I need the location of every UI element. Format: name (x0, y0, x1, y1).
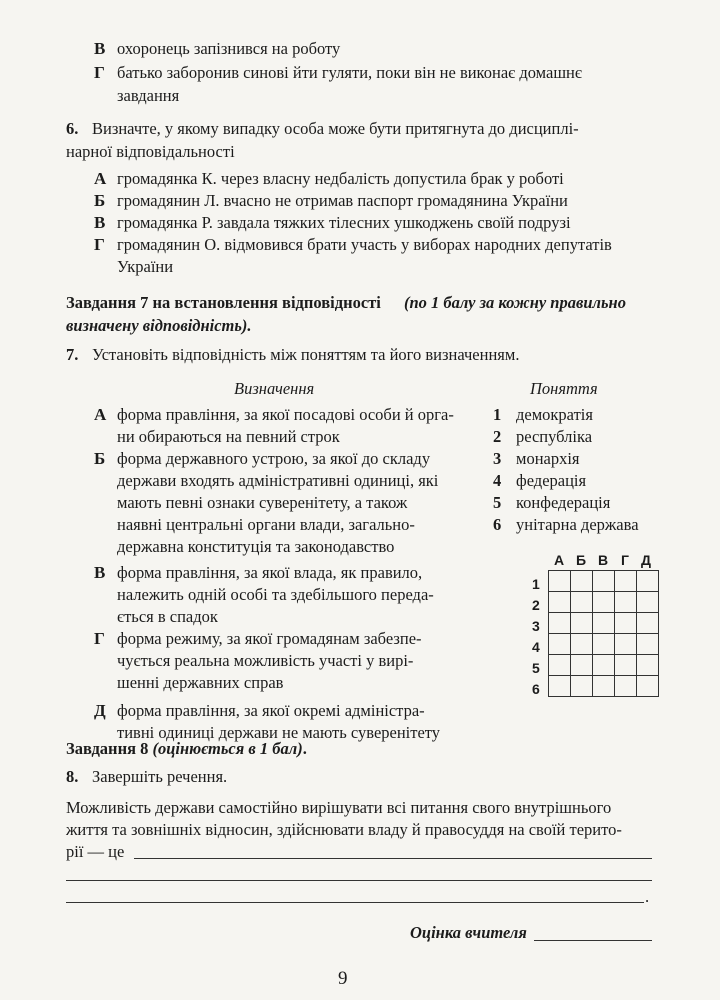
question-number: 8. (66, 767, 79, 786)
task-title: Завдання 8 (оцінюється в 1 бал). (66, 739, 307, 758)
question-number: 6. (66, 119, 79, 138)
column-heading-concepts: Поняття (530, 379, 598, 398)
option-text: охоронець запізнився на роботу (117, 39, 341, 58)
task-scoring: визначену відповідність). (66, 316, 252, 335)
definition-text: шенні державних справ (117, 673, 284, 692)
answer-cell[interactable] (571, 676, 593, 697)
answer-cell[interactable] (549, 676, 571, 697)
answer-cell[interactable] (637, 592, 659, 613)
grid-col-header: Д (641, 552, 651, 568)
option-text: завдання (117, 86, 180, 105)
grid-col-header: Г (621, 552, 629, 568)
answer-cell[interactable] (571, 571, 593, 592)
definition-text: державна конституція та законодавство (117, 537, 395, 556)
answer-cell[interactable] (637, 676, 659, 697)
answer-cell[interactable] (593, 613, 615, 634)
definition-text: форма правління, за якої влада, як правило, (117, 563, 423, 582)
definition-text: ється в спадок (117, 607, 218, 626)
option-text: громадянин О. відмовився брати участь у виборах народних депутатів (117, 235, 612, 254)
sentence-text: Можливість держави самостійно вирішувати всі питання свого внутрішнього (66, 798, 612, 817)
answer-cell[interactable] (637, 655, 659, 676)
option-letter: В (94, 39, 106, 58)
definition-text: належить одній особі та здебільшого переда- (117, 585, 434, 604)
answer-cell[interactable] (615, 634, 637, 655)
answer-cell[interactable] (571, 655, 593, 676)
answer-cell[interactable] (637, 571, 659, 592)
question-number: 7. (66, 345, 79, 364)
answer-cell[interactable] (549, 613, 571, 634)
grid-col-header: А (554, 552, 565, 568)
concept-number: 3 (493, 449, 502, 468)
answer-line[interactable] (66, 880, 652, 881)
definition-letter: Б (94, 449, 106, 468)
answer-cell[interactable] (615, 655, 637, 676)
option-text: громадянка К. через власну недбалість допустила брак у роботі (117, 169, 564, 188)
option-text: України (117, 257, 174, 276)
answer-cell[interactable] (637, 613, 659, 634)
option-letter: А (94, 169, 107, 188)
grid-row-header: 3 (532, 618, 540, 634)
page-number: 9 (338, 968, 348, 989)
concept-number: 2 (493, 427, 502, 446)
question-text: нарної відповідальності (66, 142, 235, 161)
concept-text: монархія (516, 449, 580, 468)
grid-row-header: 1 (532, 576, 540, 592)
option-text: батько заборонив синові йти гуляти, поки він не виконає домашнє (117, 63, 582, 82)
grid-col-header: Б (576, 552, 587, 568)
grid-row-header: 5 (532, 660, 540, 676)
answer-cell[interactable] (615, 571, 637, 592)
sentence-end-dot: . (645, 887, 650, 906)
definition-text: держави входять адміністративні одиниці, які (117, 471, 439, 490)
concept-text: федерація (516, 471, 587, 490)
answer-cell[interactable] (593, 592, 615, 613)
definition-text: форма державного устрою, за якої до складу (117, 449, 431, 468)
definition-text: мають певні ознаки суверенітету, а також (117, 493, 408, 512)
question-text: Визначте, у якому випадку особа може бути притягнута до дисциплі- (92, 119, 579, 138)
answer-cell[interactable] (593, 655, 615, 676)
option-letter: Б (94, 191, 106, 210)
answer-cell[interactable] (615, 592, 637, 613)
grid-row-header: 4 (532, 639, 540, 655)
grade-line[interactable] (534, 940, 652, 941)
answer-cell[interactable] (571, 592, 593, 613)
answer-cell[interactable] (549, 571, 571, 592)
answer-cell[interactable] (593, 634, 615, 655)
answer-cell[interactable] (615, 676, 637, 697)
grid-row-header: 2 (532, 597, 540, 613)
definition-letter: А (94, 405, 107, 424)
concept-text: республіка (516, 427, 593, 446)
answer-cell[interactable] (571, 634, 593, 655)
answer-cell[interactable] (549, 655, 571, 676)
concept-text: конфедерація (516, 493, 611, 512)
question-text: Завершіть речення. (92, 767, 228, 786)
answer-grid (548, 570, 659, 697)
grid-col-header: В (598, 552, 609, 568)
definition-text: форма правління, за якої посадові особи й орга- (117, 405, 454, 424)
answer-line[interactable] (66, 902, 644, 903)
answer-cell[interactable] (637, 634, 659, 655)
concept-number: 1 (493, 405, 502, 424)
answer-cell[interactable] (593, 571, 615, 592)
definition-text: форма режиму, за якої громадянам забезпе- (117, 629, 422, 648)
concept-number: 6 (493, 515, 502, 534)
option-letter: Г (94, 235, 105, 254)
definition-text: форма правління, за якої окремі адміністра- (117, 701, 425, 720)
question-text: Установіть відповідність між поняттям та його визначенням. (92, 345, 520, 364)
definition-text: ни обираються на певний строк (117, 427, 340, 446)
concept-text: демократія (516, 405, 593, 424)
answer-line[interactable] (134, 858, 652, 859)
definition-text: чується реальна можливість участі у вирі- (117, 651, 414, 670)
concept-text: унітарна держава (516, 515, 639, 534)
sentence-text: життя та зовнішніх відносин, здійснювати владу й правосуддя на своїй терито- (66, 820, 622, 839)
task-scoring: (по 1 балу за кожну правильно (404, 293, 626, 312)
grid-row-header: 6 (532, 681, 540, 697)
option-text: громадянка Р. завдала тяжких тілесних ушкоджень своїй подрузі (117, 213, 571, 232)
option-text: громадянин Л. вчасно не отримав паспорт громадянина України (117, 191, 568, 210)
definition-text: тивні одиниці держави не мають суверенітету (117, 723, 441, 742)
concept-number: 5 (493, 493, 502, 512)
definition-letter: Д (94, 701, 106, 720)
definition-text: наявні центральні органи влади, загально- (117, 515, 415, 534)
teacher-grade-label: Оцінка вчителя (410, 923, 527, 942)
task-title: Завдання 7 на встановлення відповідності (66, 293, 381, 312)
answer-cell[interactable] (571, 613, 593, 634)
answer-cell[interactable] (593, 676, 615, 697)
sentence-text: рії — це (66, 842, 125, 861)
option-letter: В (94, 213, 106, 232)
concept-number: 4 (493, 471, 502, 490)
option-letter: Г (94, 63, 105, 82)
definition-letter: В (94, 563, 106, 582)
answer-cell[interactable] (549, 634, 571, 655)
answer-cell[interactable] (549, 592, 571, 613)
answer-cell[interactable] (615, 613, 637, 634)
column-heading-definitions: Визначення (234, 379, 315, 398)
definition-letter: Г (94, 629, 105, 648)
